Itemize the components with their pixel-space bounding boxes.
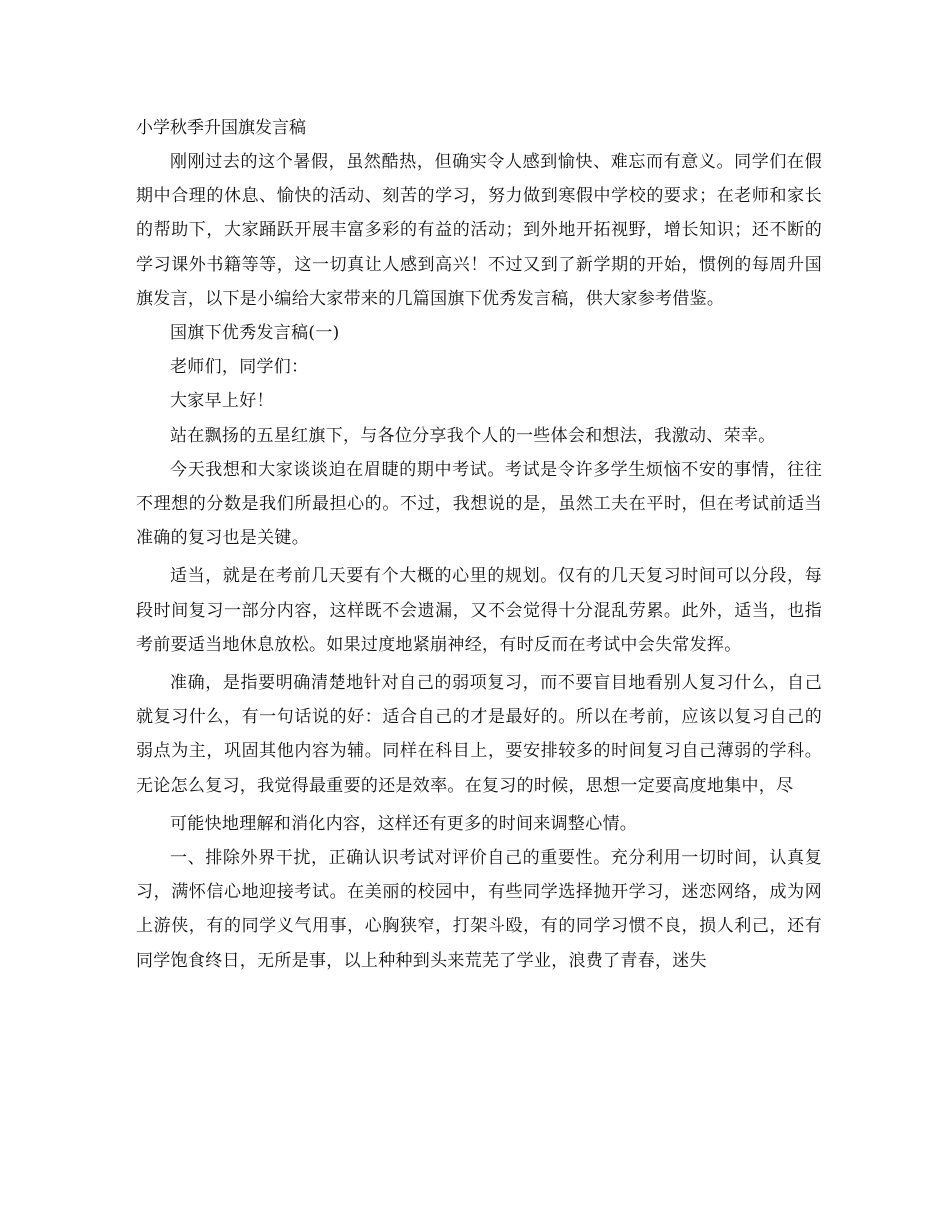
paragraph-salutation: 老师们，同学们： xyxy=(170,357,309,378)
paragraph-accurate: 准确，是指要明确清楚地针对自己的弱项复习，而不要盲目地看别人复习什么，自己就复习什么，有一句话说的好：适合自己的才是最好的。所以在考前，应该以复习自己的弱点为主，巩固其他内容为辅。同样在科目上，要安排较多的时间复习自己薄弱的学科。无论怎么复习，我觉得最重要的还是效率。在复习的时候，思想一定要高度地集中，尽 xyxy=(136,673,822,796)
paragraph-continuation: 可能快地理解和消化内容，这样还有更多的时间来调整心情。 xyxy=(170,813,638,834)
paragraph-appropriate: 适当，就是在考前几天要有个大概的心里的规划。仅有的几天复习时间可以分段，每段时间复习一部分内容，这样既不会遗漏，又不会觉得十分混乱劳累。此外，适当，也指考前要适当地休息放松。如果过度地紧崩神经，有时反而在考试中会失常发挥。 xyxy=(136,566,822,655)
document-body xyxy=(136,112,822,978)
document-title: 小学秋季升国旗发言稿 xyxy=(136,118,306,138)
paragraph-point-one: 一、排除外界干扰，正确认识考试对评价自己的重要性。充分利用一切时间，认真复习，满怀信心地迎接考试。在美丽的校园中，有些同学选择抛开学习，迷恋网络，成为网上游侠，有的同学义气用事，心胸狭窄，打架斗殴，有的同学习惯不良，损人利己，还有同学饱食终日，无所是事，以上种种到头来荒芜了学业，浪费了青春，迷失 xyxy=(136,848,822,971)
paragraph-greeting: 大家早上好！ xyxy=(170,391,274,412)
paragraph-speech-heading: 国旗下优秀发言稿(一) xyxy=(170,323,340,344)
paragraph-opening: 站在飘扬的五星红旗下，与各位分享我个人的一些体会和想法，我激动、荣幸。 xyxy=(170,425,776,446)
paragraph-exam-topic: 今天我想和大家谈谈迫在眉睫的期中考试。考试是令许多学生烦恼不安的事情，往往不理想的分数是我们所最担心的。不过，我想说的是，虽然工夫在平时，但在考试前适当准确的复习也是关键。 xyxy=(136,459,822,549)
paragraph-intro: 刚刚过去的这个暑假，虽然酷热，但确实令人感到愉快、难忘而有意义。同学们在假期中合理的休息、愉快的活动、刻苦的学习，努力做到寒假中学校的要求；在老师和家长的帮助下，大家踊跃开展丰富多彩的有益的活动；到外地开拓视野，增长知识；还不断的学习课外书籍等等，这一切真让人感到高兴！不过又到了新学期的开始，惯例的每周升国旗发言，以下是小编给大家带来的几篇国旗下优秀发言稿，供大家参考借鉴。 xyxy=(136,152,822,309)
